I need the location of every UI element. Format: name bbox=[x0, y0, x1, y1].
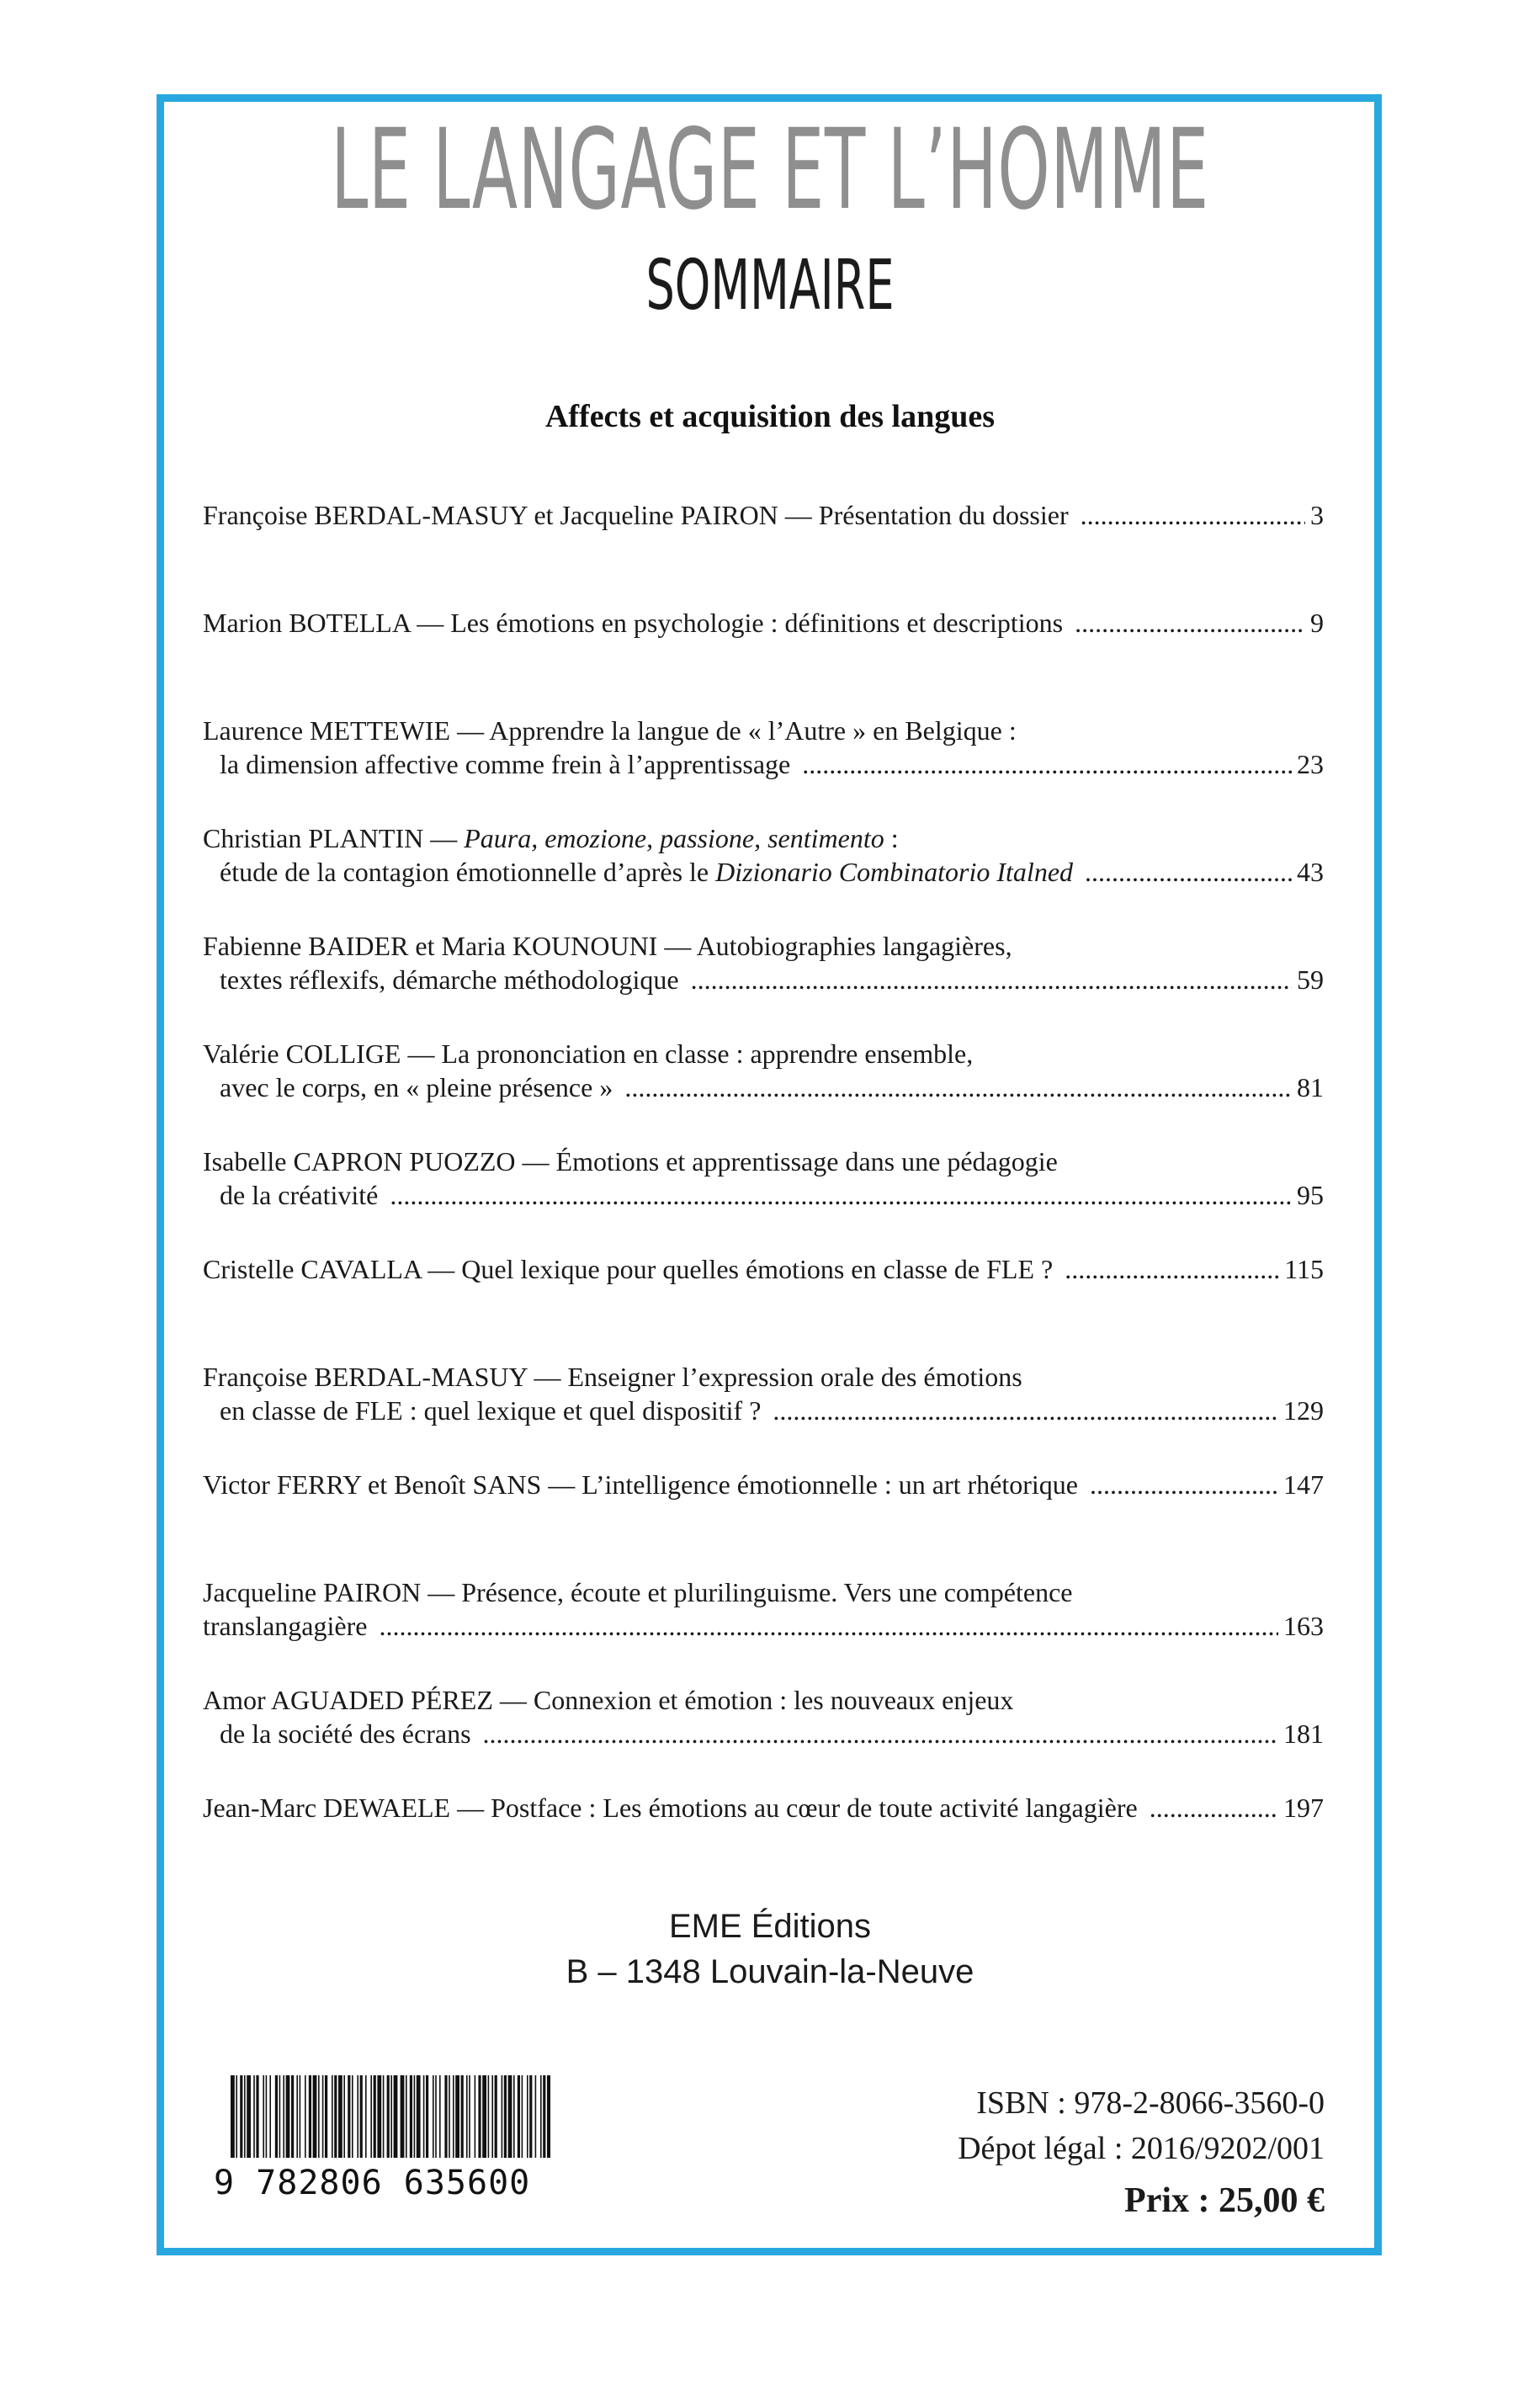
leader-dots bbox=[1150, 1791, 1278, 1825]
leader-dots bbox=[1065, 1252, 1279, 1286]
toc-entry bbox=[203, 714, 1324, 821]
toc-entry-title: Christian PLANTIN — Paura, emozione, passione, sentimento : bbox=[203, 823, 899, 853]
toc-entry-title: Françoise BERDAL-MASUY et Jacqueline PAIRON — Présentation du dossier bbox=[203, 500, 1069, 530]
publisher-name: EME Éditions bbox=[668, 1908, 872, 1945]
toc-entry-title: Cristelle CAVALLA — Quel lexique pour quelles émotions en classe de FLE ? bbox=[203, 1254, 1054, 1284]
toc-entry-title: Françoise BERDAL-MASUY — Enseigner l’expression orale des émotions bbox=[203, 1362, 1022, 1392]
toc-entry bbox=[203, 929, 1324, 1037]
toc-entry-title: Valérie COLLIGE — La prononciation en classe : apprendre ensemble, bbox=[203, 1038, 974, 1069]
toc-entry bbox=[203, 606, 1324, 714]
leader-dots bbox=[390, 1178, 1292, 1212]
leader-dots bbox=[624, 1070, 1292, 1104]
toc-page-number: 9 bbox=[1310, 608, 1324, 638]
toc-entry-subtitle: textes réflexifs, démarche méthodologique bbox=[220, 964, 679, 995]
dossier-theme: Affects et acquisition des langues bbox=[544, 399, 996, 434]
toc-entry bbox=[203, 498, 1324, 606]
isbn: ISBN : 978-2-8066-3560-0 bbox=[976, 2085, 1325, 2121]
leader-dots bbox=[1075, 606, 1305, 640]
toc-entry bbox=[203, 1145, 1324, 1252]
price: Prix : 25,00 € bbox=[1124, 2181, 1325, 2220]
toc-entry-subtitle: la dimension affective comme frein à l’apprentissage bbox=[220, 749, 791, 779]
leader-dots bbox=[1085, 855, 1292, 889]
toc-entry-title: Victor FERRY et Benoît SANS — L’intelligence émotionnelle : un art rhétorique bbox=[203, 1469, 1078, 1500]
leader-dots bbox=[483, 1717, 1278, 1750]
leader-dots bbox=[802, 747, 1292, 781]
legal-block bbox=[958, 2080, 1325, 2223]
toc-entry-title: Jean-Marc DEWAELE — Postface : Les émotions au cœur de toute activité langagière bbox=[203, 1793, 1138, 1823]
leader-dots bbox=[691, 963, 1292, 996]
toc-entry-subtitle: étude de la contagion émotionnelle d’après le Dizionario Combinatorio Italned bbox=[220, 857, 1074, 887]
leader-dots bbox=[1090, 1468, 1278, 1501]
leader-dots bbox=[773, 1394, 1278, 1427]
toc-entry-subtitle: translangagière bbox=[203, 1611, 368, 1641]
toc-entry bbox=[203, 1252, 1324, 1360]
toc-entry-subtitle: de la créativité bbox=[220, 1180, 379, 1210]
toc-page-number: 43 bbox=[1297, 857, 1324, 887]
toc-entry-title: Amor AGUADED PÉREZ — Connexion et émotion : les nouveaux enjeux bbox=[203, 1685, 1014, 1715]
toc-entry bbox=[203, 1360, 1324, 1468]
publisher-address: B – 1348 Louvain-la-Neuve bbox=[566, 1953, 974, 1990]
toc-page-number: 95 bbox=[1297, 1180, 1324, 1210]
toc-entry-subtitle: avec le corps, en « pleine présence » bbox=[220, 1072, 613, 1102]
toc-page-number: 197 bbox=[1283, 1793, 1324, 1823]
toc-entry-title: Marion BOTELLA — Les émotions en psychologie : définitions et descriptions bbox=[203, 608, 1064, 638]
table-of-contents bbox=[203, 498, 1324, 1899]
toc-entry-title: Isabelle CAPRON PUOZZO — Émotions et apprentissage dans une pédagogie bbox=[203, 1146, 1058, 1177]
leader-dots bbox=[1081, 498, 1305, 532]
toc-entry bbox=[203, 1575, 1324, 1683]
toc-page-number: 3 bbox=[1310, 500, 1324, 530]
publisher-block bbox=[0, 1904, 1540, 1995]
journal-title: LE LANGAGE ET L’HOMME bbox=[331, 105, 1209, 235]
legal-deposit: Dépot légal : 2016/9202/001 bbox=[958, 2131, 1325, 2166]
toc-entry-title: Jacqueline PAIRON — Présence, écoute et plurilinguisme. Vers une compétence bbox=[203, 1577, 1073, 1607]
toc-page-number: 181 bbox=[1283, 1718, 1324, 1749]
toc-page-number: 147 bbox=[1283, 1469, 1324, 1500]
toc-page-number: 129 bbox=[1283, 1395, 1324, 1426]
toc-entry bbox=[203, 1468, 1324, 1575]
toc-entry-title: Fabienne BAIDER et Maria KOUNOUNI — Autobiographies langagières, bbox=[203, 931, 1012, 961]
toc-page-number: 23 bbox=[1297, 749, 1324, 779]
leader-dots bbox=[379, 1609, 1278, 1643]
toc-page-number: 81 bbox=[1297, 1072, 1324, 1102]
barcode-digits: 9 782806 635600 bbox=[210, 2158, 559, 2208]
toc-entry bbox=[203, 821, 1324, 929]
toc-entry bbox=[203, 1791, 1324, 1899]
toc-entry-title: Laurence METTEWIE — Apprendre la langue de « l’Autre » en Belgique : bbox=[203, 715, 1017, 746]
toc-entry bbox=[203, 1037, 1324, 1145]
toc-entry-subtitle: de la société des écrans bbox=[220, 1718, 471, 1749]
toc-page-number: 163 bbox=[1283, 1611, 1324, 1641]
toc-entry-subtitle: en classe de FLE : quel lexique et quel dispositif ? bbox=[220, 1395, 762, 1426]
toc-entry bbox=[203, 1683, 1324, 1791]
section-title: SOMMAIRE bbox=[645, 246, 895, 326]
toc-page-number: 115 bbox=[1284, 1254, 1324, 1284]
toc-page-number: 59 bbox=[1297, 964, 1324, 995]
